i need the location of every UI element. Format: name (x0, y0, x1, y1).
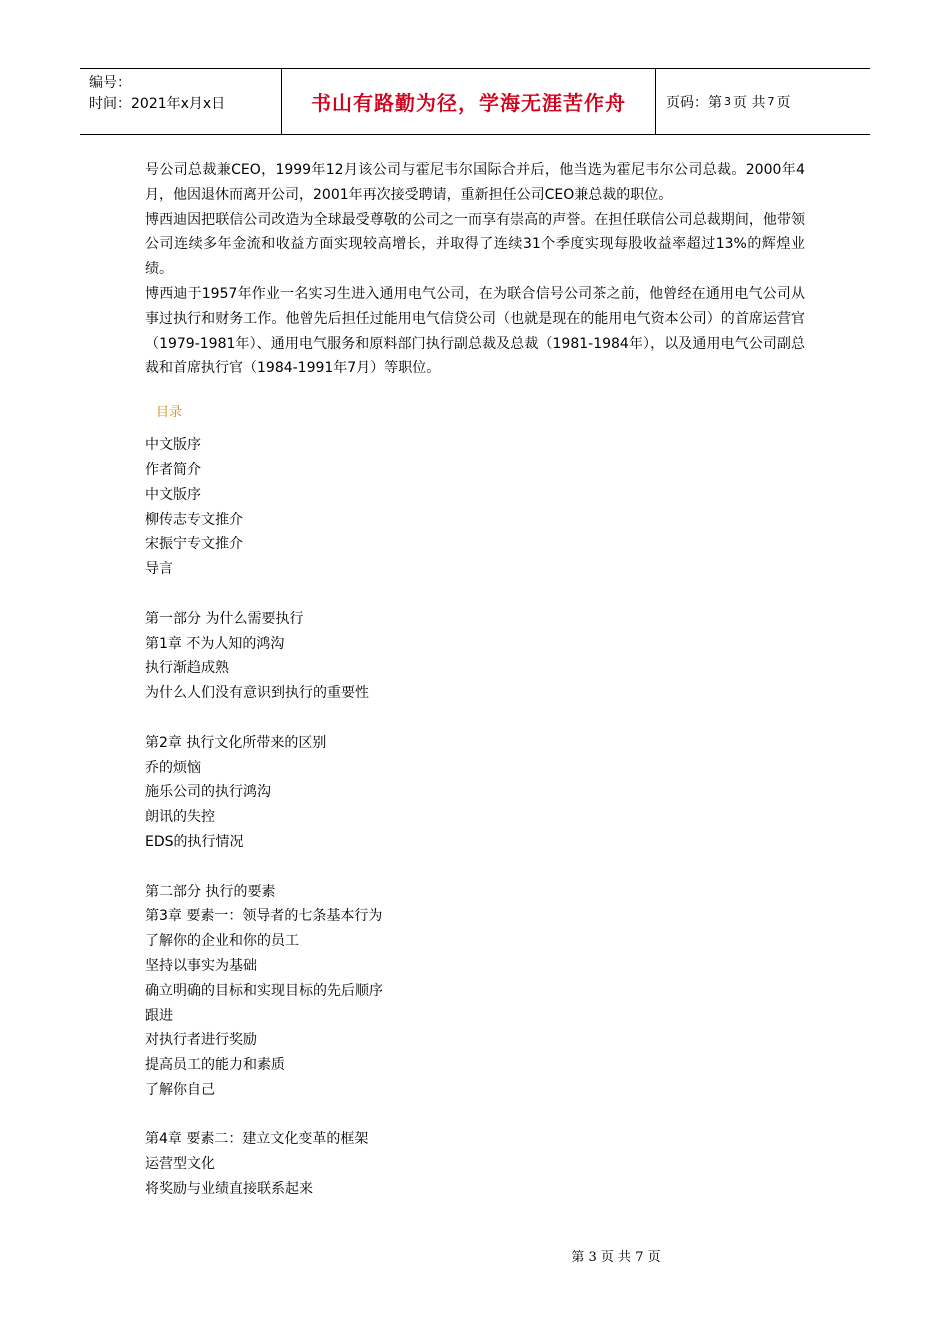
toc-item: 中文版序 (145, 437, 201, 454)
toc-item: 坚持以事实为基础 (145, 957, 257, 974)
toc-item: 第二部分 执行的要素 (145, 883, 276, 900)
toc-item: 执行渐趋成熟 (145, 660, 229, 677)
page-total: 7 (767, 95, 775, 108)
table-of-contents (145, 433, 805, 1202)
toc-item: 第4章 要素二：建立文化变革的框架 (145, 1131, 369, 1148)
document-number-label: 编号： (89, 75, 131, 91)
page-footer (0, 1246, 950, 1265)
toc-spacer (145, 1103, 805, 1128)
document-time-label: 时间：2021年x月x日 (89, 96, 226, 112)
toc-item: 为什么人们没有意识到执行的重要性 (145, 685, 369, 702)
toc-item: 确立明确的目标和实现目标的先后顺序 (145, 982, 383, 999)
header-motto: 书山有路勤为径，学海无涯苦作舟 (282, 69, 656, 134)
toc-item: 作者简介 (145, 461, 201, 478)
toc-item: 运营型文化 (145, 1156, 215, 1173)
toc-item: 了解你的企业和你的员工 (145, 933, 299, 950)
body-paragraph: 博西迪因把联信公司改造为全球最受尊敬的公司之一而享有崇高的声誉。在担任联信公司总裁期间，他带领公司连续多年金流和收益方面实现较高增长，并取得了连续31个季度实现每股收益率超过13%的辉煌业绩。 (145, 211, 805, 278)
toc-item: 了解你自己 (145, 1081, 215, 1098)
toc-item: 柳传志专文推介 (145, 511, 243, 528)
toc-spacer (145, 706, 805, 731)
footer-page-number: 第 3 页 共 7 页 (571, 1250, 661, 1265)
page-header (80, 68, 870, 135)
toc-spacer (145, 855, 805, 880)
toc-item: 施乐公司的执行鸿沟 (145, 784, 271, 801)
toc-item: 对执行者进行奖励 (145, 1032, 257, 1049)
page-current: 3 (724, 95, 731, 108)
header-page-number (656, 69, 870, 134)
toc-item: EDS的执行情况 (145, 833, 244, 850)
page-mid: 页 共 (733, 94, 766, 111)
toc-item: 第一部分 为什么需要执行 (145, 610, 304, 627)
page-suffix: 页 (776, 94, 791, 111)
body-paragraph: 博西迪于1957年作业一名实习生进入通用电气公司，在为联合信号公司茶之前，他曾经在通用电气公司从事过执行和财务工作。他曾先后担任过能用电气信贷公司（也就是现在的能用电气资本公司）的首席运营官（1979-1981年）、通用电气服务和原料部门执行副总裁及总裁（1981-1984年），以及通用电气公司副总裁和首席执行官（1984-1991年7月）等职位。 (145, 285, 805, 377)
toc-item: 宋振宁专文推介 (145, 536, 243, 553)
toc-spacer (145, 582, 805, 607)
toc-item: 乔的烦恼 (145, 759, 201, 776)
toc-item: 朗讯的失控 (145, 809, 215, 826)
header-meta (80, 69, 282, 134)
body-paragraph: 号公司总裁兼CEO，1999年12月该公司与霍尼韦尔国际合并后，他当选为霍尼韦尔公司总裁。2000年4月，他因退休而离开公司，2001年再次接受聘请，重新担任公司CEO兼总裁的职位。 (145, 162, 805, 203)
toc-item: 中文版序 (145, 486, 201, 503)
toc-title: 目录 (156, 405, 183, 421)
toc-item: 跟进 (145, 1007, 173, 1024)
page-prefix: 页码：第 (666, 94, 722, 111)
toc-item: 第1章 不为人知的鸿沟 (145, 635, 285, 652)
page-content (145, 158, 805, 1202)
toc-item: 第2章 执行文化所带来的区别 (145, 734, 327, 751)
toc-item: 提高员工的能力和素质 (145, 1057, 285, 1074)
toc-item: 将奖励与业绩直接联系起来 (145, 1181, 313, 1198)
toc-item: 第3章 要素一：领导者的七条基本行为 (145, 908, 383, 925)
toc-item: 导言 (145, 561, 173, 578)
